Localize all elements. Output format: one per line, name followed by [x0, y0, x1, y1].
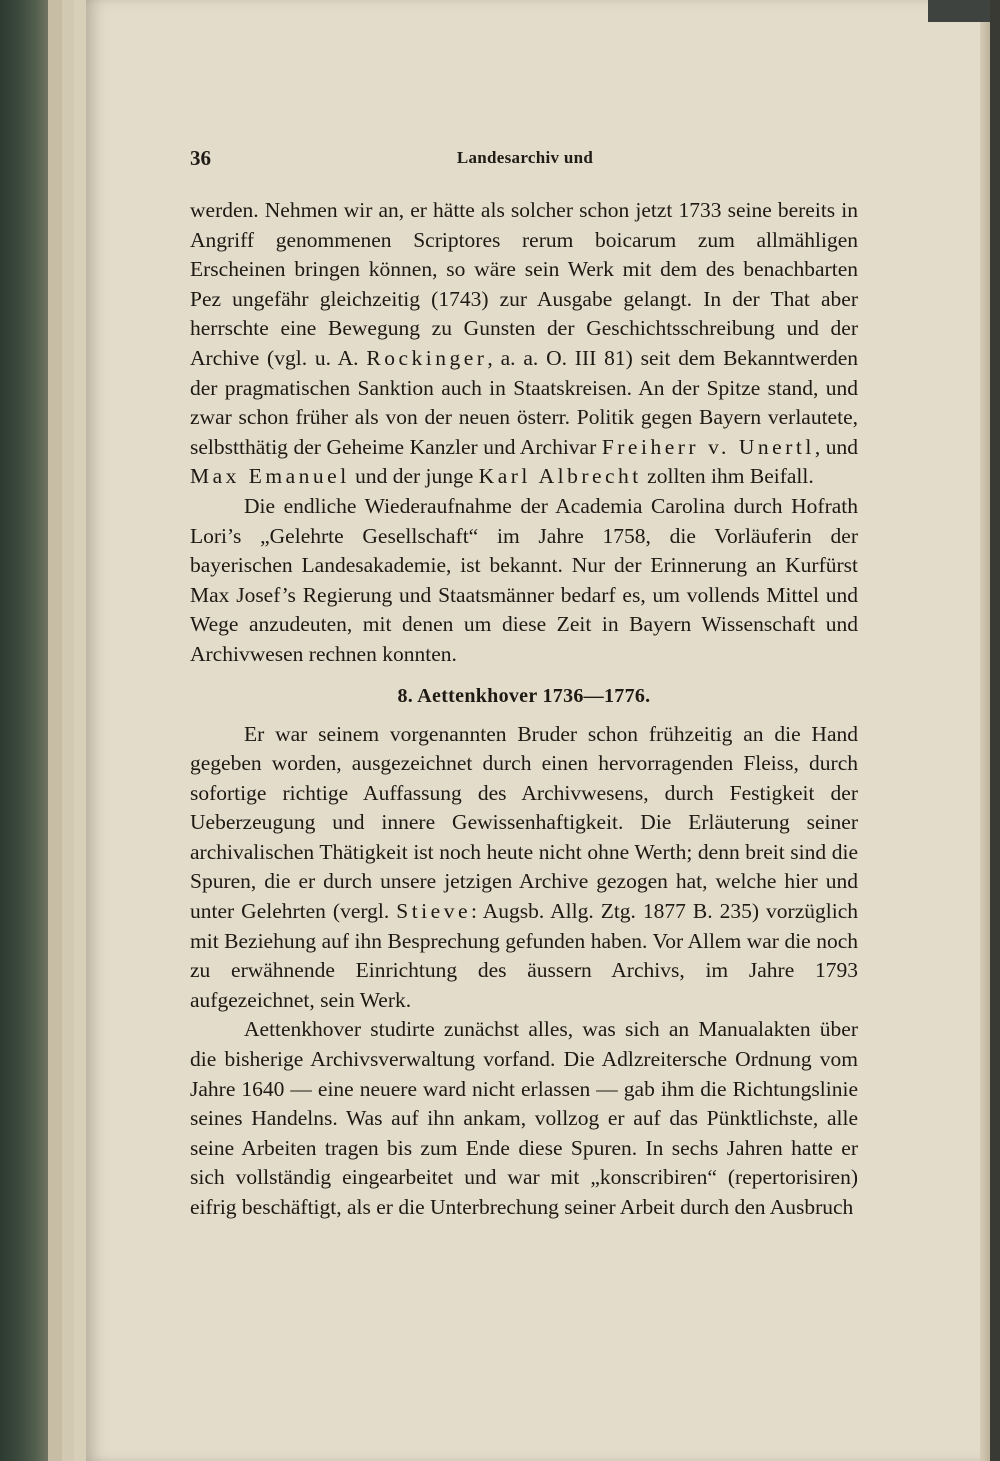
text-run: zollten ihm Beifall.	[641, 464, 814, 489]
emphasized-name: Rockinger	[366, 345, 488, 370]
running-header	[190, 146, 860, 176]
emphasized-name: Stieve	[396, 899, 471, 924]
running-title: Landesarchiv und	[456, 148, 594, 167]
text-run: und der junge	[349, 464, 479, 489]
body-text	[190, 196, 858, 1223]
emphasized-name: Karl Albrecht	[478, 464, 642, 489]
book-binding	[0, 0, 52, 1461]
text-run: werden. Nehmen wir an, er hätte als solcher schon jetzt 1733 seine bereits in Angriff genommenen Scriptores rerum boicarum zum allmähligen Erscheinen bringen können, so wäre sein Werk mit dem des benachbarten Pez ungefähr gleichzeitig (1743) zur Ausgabe gelangt. In der That aber herrschte eine Bewegung zu Gunsten der Geschichtsschreibung und der Archive (vgl. u. A.	[190, 198, 858, 370]
section-heading: 8. Aettenkhover 1736—1776.	[397, 684, 651, 707]
text-run: Die endliche Wiederaufnahme der Academia Carolina durch Hofrath Lori’s „Gelehrte Gesellschaft“ im Jahre 1758, die Vorläuferin der bayerischen Landesakademie, ist bekannt. Nur der Erinnerung an Kurfürst Max Josef’s Regierung und Staatsmänner bedarf es, um vollends Mittel und Wege anzudeuten, mit denen um diese Zeit in Bayern Wissenschaft und Archivwesen rechnen konnten.	[190, 493, 858, 666]
text-run: Aettenkhover studirte zunächst alles, was sich an Manualakten über die bisherige Archivsverwaltung vorfand. Die Adlzreitersche Ordnung vom Jahre 1640 — eine neuere ward nicht erlassen — gab ihm die Richtungslinie seines Handelns. Was auf ihn ankam, vollzog er auf das Pünktlichste, alle seine Arbeiten tragen bis zum Ende diese Spuren. In sechs Jahren hatte er sich vollständig eingearbeitet und war mit „konscribiren“ (repertorisiren) eifrig beschäftigt, als er die Unterbrechung seiner Arbeit durch den Ausbruch	[190, 1017, 858, 1219]
text-run: , und	[814, 434, 859, 459]
text-run: : Augsb. Allg. Ztg. 1877 B. 235) vorzüglich mit Beziehung auf ihn Besprechung gefunden haben. Vor Allem war die noch zu erwähnende Einrichtung des äussern Archivs, im Jahre 1793 aufgezeichnet, sein Werk.	[190, 899, 858, 1012]
text-run: Er war seinem vorgenannten Bruder schon frühzeitig an die Hand gegeben worden, ausgezeichnet durch einen hervorragenden Fleiss, durch sofortige richtige Auffassung des Archivwesens, durch Festigkeit der Ueberzeugung und innere Gewissenhaftigkeit. Die Erläuterung seiner archivalischen Thätigkeit ist noch heute nicht ohne Werth; denn breit sind die Spuren, die er durch unsere jetzigen Archive gezogen hat, welche hier und unter Gelehrten (vergl.	[190, 721, 858, 924]
book-page	[86, 0, 990, 1461]
page-number: 36	[190, 146, 211, 170]
background-corner	[928, 0, 990, 22]
paragraph	[190, 720, 858, 1016]
emphasized-name: Max Emanuel	[190, 464, 350, 489]
paragraph	[190, 196, 858, 492]
page-right-edge	[980, 22, 990, 1461]
emphasized-name: Freiherr v. Unertl	[601, 434, 815, 459]
text-run: , a. a. O. III 81) seit dem Bekanntwerden der pragmatischen Sanktion auch in Staatskreisen. An der Spitze stand, und zwar schon früher als von der neuen österr. Politik gegen Bayern verlautete, selbstthätig der Geheime Kanzler und Archivar	[190, 345, 858, 459]
paragraph	[190, 492, 858, 670]
paragraph-group	[190, 720, 858, 1223]
paragraph-group	[190, 196, 858, 670]
paragraph	[190, 1015, 858, 1222]
